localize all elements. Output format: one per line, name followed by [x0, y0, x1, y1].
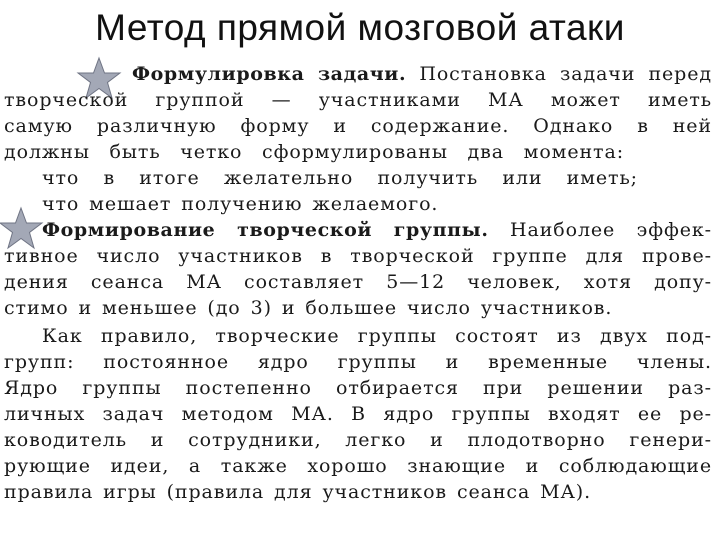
paragraph-heading: Формирование творческой группы.: [42, 219, 489, 241]
text-line: групп: постоянное ядро группы и временные члены.: [4, 351, 712, 373]
text-line: Как правило, творческие группы состоят из двух под-: [42, 325, 712, 347]
text-line: что мешает получению желаемого.: [42, 193, 439, 215]
text-line: самую различную форму и содержание. Однако в ней: [4, 115, 712, 137]
text-line: ководитель и сотрудники, легко и плодотворно генери-: [4, 429, 712, 451]
slide-title: Метод прямой мозговой атаки: [95, 7, 625, 48]
text-line: [132, 60, 712, 88]
text-line: тивное число участников в творческой группе для прове-: [4, 245, 712, 267]
text-line: стимо и меньшее (до 3) и большее число участников.: [4, 297, 613, 319]
text-line: дения сеанса МА составляет 5—12 человек, хотя допу-: [4, 271, 712, 293]
text-line-content: Постановка задачи перед: [419, 63, 712, 85]
paragraph-heading: Формулировка задачи.: [132, 63, 407, 85]
text-line-content: Наиболее эффек-: [510, 219, 712, 241]
text-line: личных задач методом МА. В ядро группы входят ее ре-: [4, 403, 712, 425]
text-line: творческой группой — участниками МА может иметь: [4, 89, 712, 111]
text-line: Ядро группы постепенно отбирается при решении раз-: [4, 377, 712, 399]
text-line: что в итоге желательно получить или иметь;: [42, 167, 638, 189]
scanned-text-block: [0, 56, 720, 540]
text-line: правила игры (правила для участников сеанса МА).: [4, 481, 592, 503]
text-line: рующие идеи, а также хорошо знающие и соблюдающие: [4, 455, 712, 477]
text-line: должны быть четко сформулированы два момента:: [4, 141, 624, 163]
text-line: [42, 216, 712, 244]
